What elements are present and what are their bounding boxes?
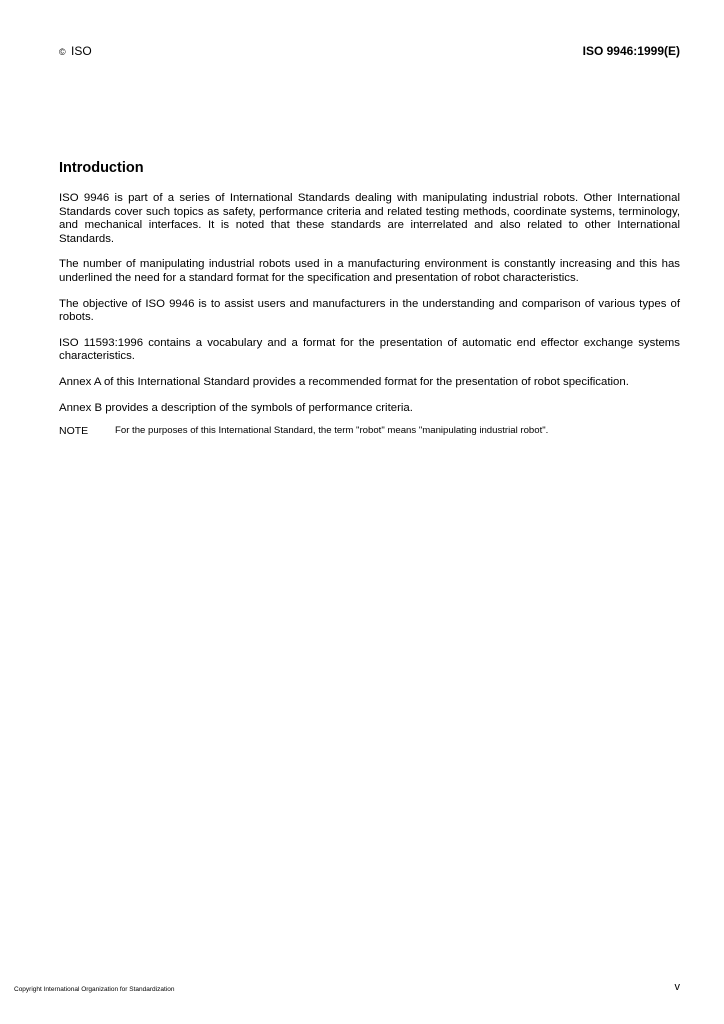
paragraph: ISO 9946 is part of a series of International Standards dealing with manipulating industrial robots. Other International Standards cover such topics as safety, performance criteria and related testing methods, coordinate systems, terminology, and mechanical interfaces. It is noted that these standards are interrelated and also related to other International Standards. — [59, 192, 680, 245]
footer-copyright: Copyright International Organization for Standardization — [14, 986, 175, 993]
paragraph: Annex A of this International Standard provides a recommended format for the presentation of robot specification. — [59, 375, 629, 388]
section-title: Introduction — [59, 160, 144, 176]
introduction-section — [59, 160, 680, 437]
note-text: For the purposes of this International Standard, the term "robot" means "manipulating industrial robot". — [115, 425, 549, 437]
header-document-id: ISO 9946:1999(E) — [582, 44, 680, 58]
paragraph: The objective of ISO 9946 is to assist users and manufacturers in the understanding and comparison of various types of robots. — [59, 297, 680, 324]
header-copyright — [59, 44, 92, 59]
paragraph: ISO 11593:1996 contains a vocabulary and a format for the presentation of automatic end effector exchange systems characteristics. — [59, 336, 680, 363]
note — [59, 425, 680, 437]
copyright-org: ISO — [70, 44, 92, 58]
paragraph: The number of manipulating industrial robots used in a manufacturing environment is constantly increasing and this has underlined the need for a standard format for the specification and presentation of robot characteristics. — [59, 258, 680, 284]
paragraph: Annex B provides a description of the symbols of performance criteria. — [59, 401, 413, 414]
page-number: v — [674, 981, 680, 993]
copyright-symbol: © — [59, 47, 66, 57]
note-label: NOTE — [59, 425, 89, 438]
